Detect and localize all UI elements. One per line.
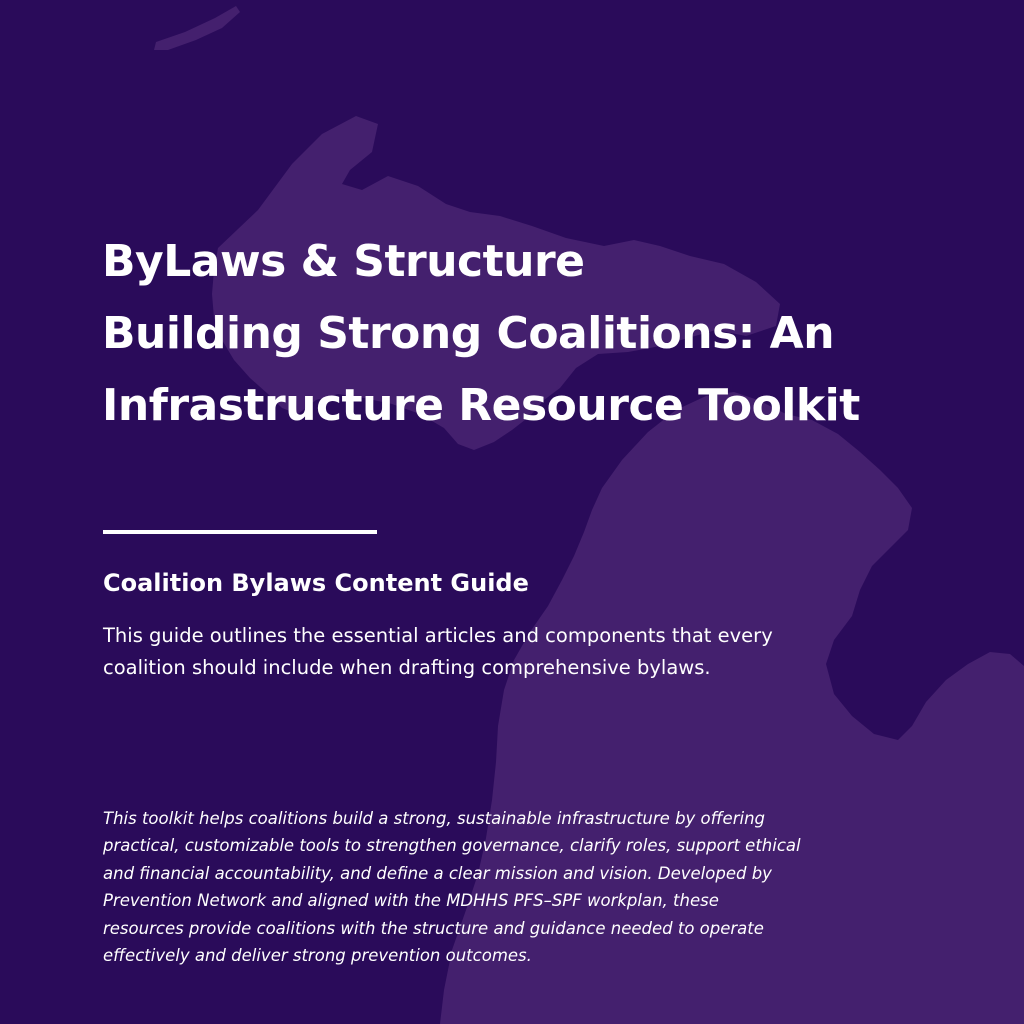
guide-description bbox=[103, 620, 963, 684]
page-title bbox=[102, 226, 982, 442]
summary-line-2: practical, customizable tools to strengthen governance, clarify roles, support ethical bbox=[103, 836, 801, 856]
summary-line-3: and financial accountability, and define a clear mission and vision. Developed by bbox=[103, 863, 772, 883]
guide-subtitle: Coalition Bylaws Content Guide bbox=[103, 569, 529, 597]
description-line-1: This guide outlines the essential articles and components that every bbox=[103, 624, 773, 647]
title-line-2: Building Strong Coalitions: An bbox=[102, 308, 835, 359]
description-line-2: coalition should include when drafting comprehensive bylaws. bbox=[103, 656, 711, 679]
summary-line-6: effectively and deliver strong prevention outcomes. bbox=[103, 946, 532, 966]
isle-royale-shape bbox=[154, 6, 240, 50]
summary-line-1: This toolkit helps coalitions build a strong, sustainable infrastructure by offering bbox=[103, 809, 766, 828]
title-line-3: Infrastructure Resource Toolkit bbox=[102, 380, 860, 431]
title-line-1: ByLaws & Structure bbox=[102, 236, 585, 287]
summary-line-4: Prevention Network and aligned with the MDHHS PFS–SPF workplan, these bbox=[103, 891, 719, 911]
summary-line-5: resources provide coalitions with the structure and guidance needed to operate bbox=[103, 918, 764, 938]
title-divider bbox=[103, 530, 377, 534]
toolkit-summary bbox=[103, 805, 983, 969]
